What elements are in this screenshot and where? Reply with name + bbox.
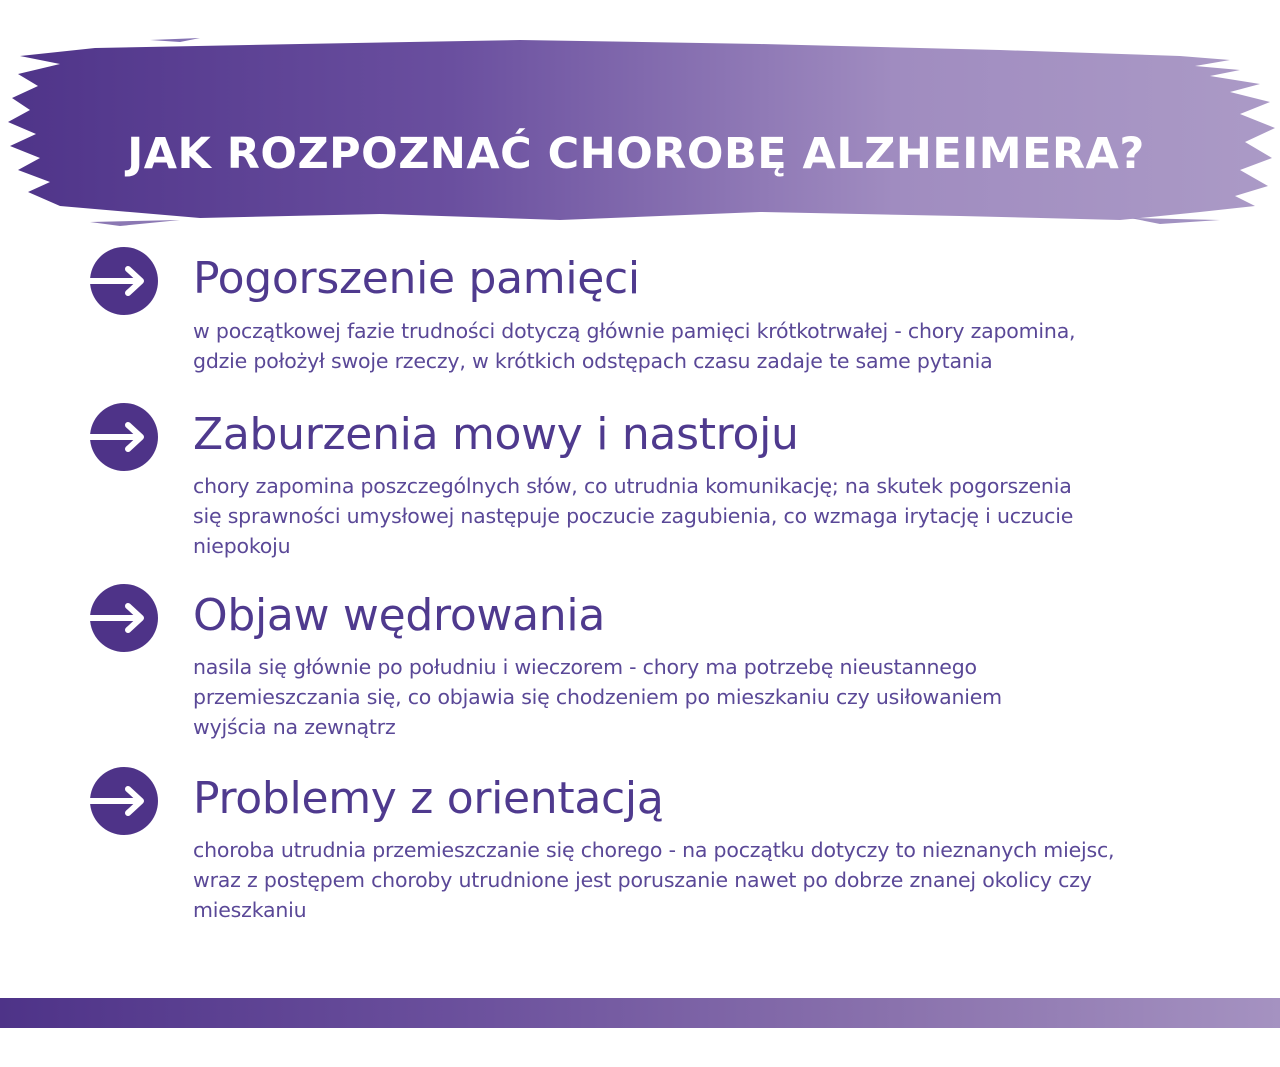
description-line: się sprawności umysłowej następuje poczucie zagubienia, co wzmaga irytację i uczucie (193, 504, 1074, 528)
arrow-right-circle-icon (86, 401, 158, 473)
item-description (193, 316, 1213, 376)
item-description (193, 835, 1213, 925)
item-description (193, 471, 1213, 561)
description-line: mieszkaniu (193, 898, 307, 922)
arrow-right-circle-icon (86, 582, 158, 654)
description-line: w początkowej fazie trudności dotyczą głównie pamięci krótkotrwałej - chory zapomina, (193, 319, 1076, 343)
footer-gradient-bar (0, 998, 1280, 1028)
item-description (193, 652, 1213, 742)
description-line: nasila się głównie po południu i wieczorem - chory ma potrzebę nieustannego (193, 655, 977, 679)
arrow-right-circle-icon (86, 765, 158, 837)
item-title: Zaburzenia mowy i nastroju (193, 409, 799, 460)
description-line: gdzie położył swoje rzeczy, w krótkich odstępach czasu zadaje te same pytania (193, 349, 993, 373)
item-title: Problemy z orientacją (193, 773, 664, 824)
item-title: Objaw wędrowania (193, 590, 605, 641)
page-title: JAK ROZPOZNAĆ CHOROBĘ ALZHEIMERA? (127, 129, 1145, 179)
header-banner (0, 30, 1280, 245)
description-line: wyjścia na zewnątrz (193, 715, 396, 739)
arrow-right-circle-icon (86, 245, 158, 317)
description-line: niepokoju (193, 534, 291, 558)
item-title: Pogorszenie pamięci (193, 253, 640, 304)
description-line: chory zapomina poszczególnych słów, co utrudnia komunikację; na skutek pogorszenia (193, 474, 1072, 498)
description-line: choroba utrudnia przemieszczanie się chorego - na początku dotyczy to nieznanych miejsc, (193, 838, 1115, 862)
description-line: wraz z postępem choroby utrudnione jest poruszanie nawet po dobrze znanej okolicy czy (193, 868, 1092, 892)
description-line: przemieszczania się, co objawia się chodzeniem po mieszkaniu czy usiłowaniem (193, 685, 1002, 709)
